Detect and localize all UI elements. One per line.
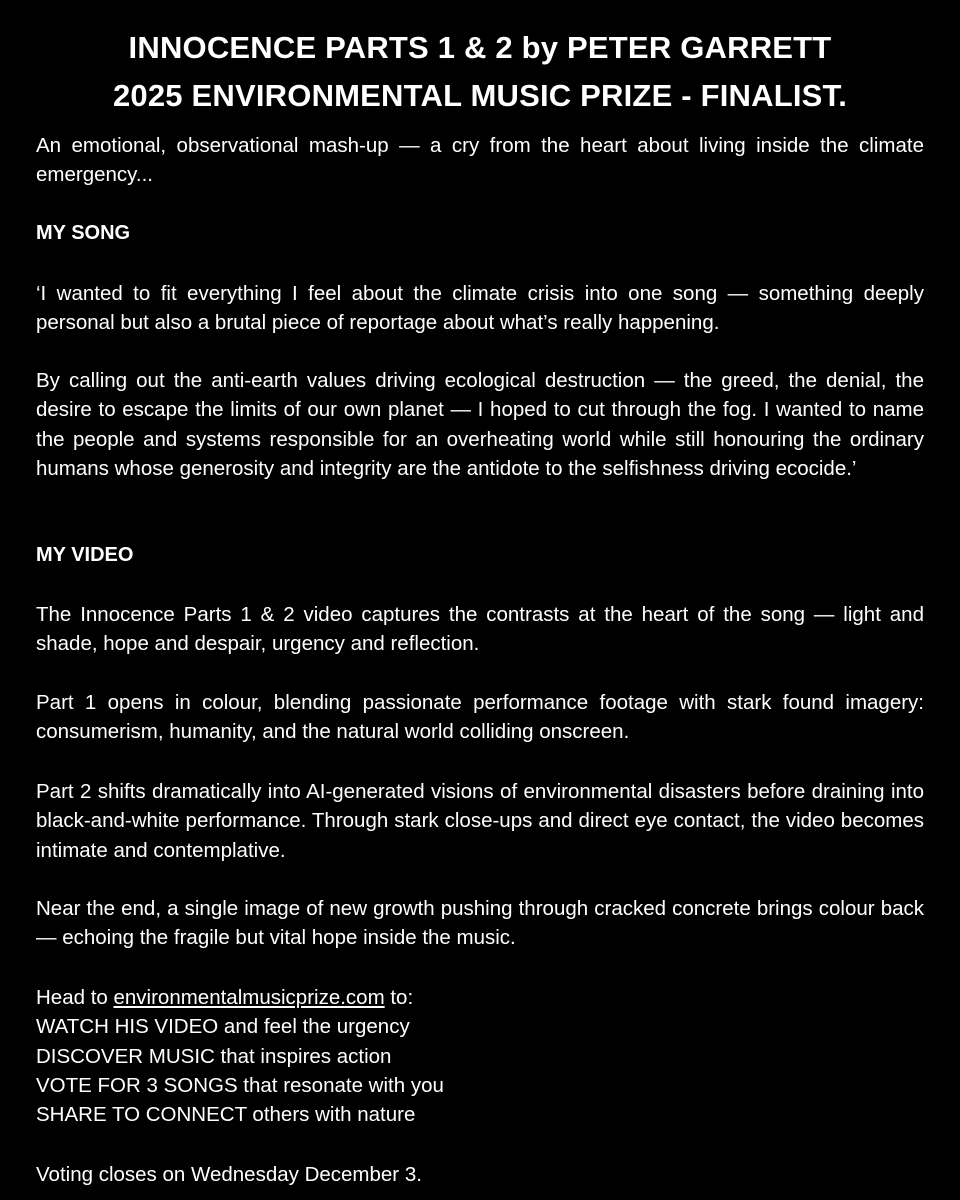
my-video-heading: MY VIDEO	[36, 544, 134, 566]
cta-item: SHARE TO CONNECT others with nature	[36, 1103, 416, 1127]
title-line-1: INNOCENCE PARTS 1 & 2 by PETER GARRETT	[128, 30, 832, 65]
cta-item: VOTE FOR 3 SONGS that resonate with you	[36, 1073, 444, 1097]
my-video-paragraph-1: The Innocence Parts 1 & 2 video captures the contrasts at the heart of the song — light and shade, hope and despair, urgency and reflection.	[36, 603, 924, 656]
my-song-heading: MY SONG	[36, 222, 131, 244]
cta-intro-line	[36, 983, 924, 1012]
voting-closes-text: Voting closes on Wednesday December 3.	[36, 1163, 422, 1186]
prize-website-link[interactable]: environmentalmusicprize.com	[113, 986, 385, 1009]
my-song-paragraph-1: ‘I wanted to fit everything I feel about the climate crisis into one song — something deeply personal but also a brutal piece of reportage about what’s really happening.	[36, 282, 924, 335]
cta-item: DISCOVER MUSIC that inspires action	[36, 1044, 392, 1068]
title-line-2: 2025 ENVIRONMENTAL MUSIC PRIZE - FINALIST.	[112, 78, 848, 113]
cta-suffix: to:	[384, 986, 414, 1009]
intro-paragraph: An emotional, observational mash-up — a cry from the heart about living inside the climate emergency...	[36, 134, 924, 187]
cta-prefix: Head to	[36, 986, 114, 1009]
cta-item: WATCH HIS VIDEO and feel the urgency	[36, 1015, 410, 1039]
my-video-paragraph-3: Part 2 shifts dramatically into AI-generated visions of environmental disasters before draining into black-and-white performance. Through stark close-ups and direct eye contact, the video becomes intimate and contemplative.	[36, 780, 924, 862]
my-song-paragraph-2: By calling out the anti-earth values driving ecological destruction — the greed, the denial, the desire to escape the limits of our own planet — I hoped to cut through the fog. I wanted to name the people and systems responsible for an overheating world while still honouring the ordinary humans whose generosity and integrity are the antidote to the selfishness driving ecocide.’	[36, 369, 924, 480]
call-to-action	[36, 983, 924, 1129]
my-video-paragraph-4: Near the end, a single image of new growth pushing through cracked concrete brings colour back — echoing the fragile but vital hope inside the music.	[36, 897, 924, 950]
my-video-paragraph-2: Part 1 opens in colour, blending passionate performance footage with stark found imagery: consumerism, humanity, and the natural world colliding onscreen.	[36, 691, 924, 744]
